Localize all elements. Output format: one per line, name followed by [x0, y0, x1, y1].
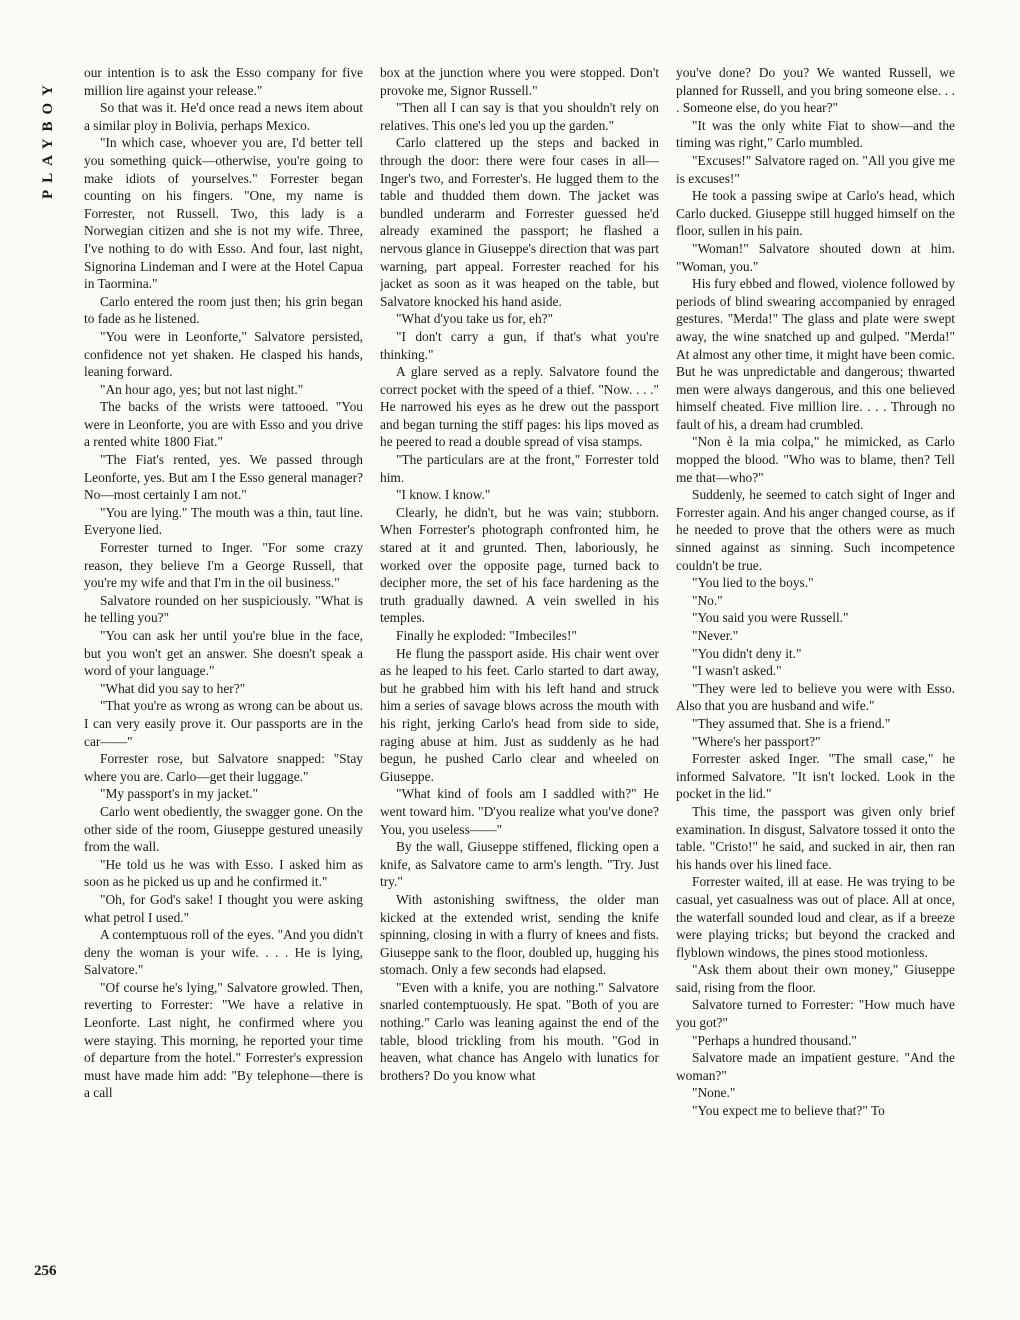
- text-column-3: [676, 64, 955, 1296]
- paragraph: "The particulars are at the front," Forrester told him.: [380, 452, 659, 485]
- paragraph: "Then all I can say is that you shouldn't rely on relatives. This one's led you up the garden.": [380, 100, 659, 133]
- paragraph: Salvatore rounded on her suspiciously. "What is he telling you?": [84, 592, 363, 626]
- paragraph: "You were in Leonforte," Salvatore persisted, confidence not yet shaken. He clasped his hands, leaning forward.: [84, 328, 363, 380]
- paragraph: "You didn't deny it.": [692, 645, 802, 661]
- paragraph: Finally he exploded: "Imbeciles!": [396, 628, 577, 643]
- paragraph: "What did you say to her?": [100, 680, 246, 696]
- paragraph: "They were led to believe you were with Esso. Also that you are husband and wife.": [676, 680, 955, 714]
- paragraph: A contemptuous roll of the eyes. "And you didn't deny the woman is your wife. . . . He is lying, Salvatore.": [84, 927, 363, 978]
- paragraph: "Of course he's lying," Salvatore growled. Then, reverting to Forrester: "We have a relative in Leonforte. Last night, he confirmed where you were staying. This morning, he reported your time of departure from the hotel." Forrester's expression must have made him add: "By telephone—there is a call: [84, 979, 363, 1101]
- paragraph: "Never.": [692, 628, 739, 643]
- paragraph: This time, the passport was given only brief examination. In disgust, Salvatore tossed it onto the table. "Cristo!" he said, and sucked in air, then ran his hands over his lined face.: [676, 803, 955, 872]
- text-column-1: [84, 64, 363, 1296]
- paragraph: "Perhaps a hundred thousand.": [692, 1032, 857, 1048]
- paragraph: "You can ask her until you're blue in the face, but you won't get an answer. She doesn't speak a word of your language.": [84, 628, 363, 679]
- paragraph: "Where's her passport?": [692, 733, 821, 749]
- paragraph: "Excuses!" Salvatore raged on. "All you give me is excuses!": [676, 152, 955, 186]
- page-number: 256: [34, 1263, 57, 1279]
- magazine-folio: PLAYBOY: [40, 78, 56, 200]
- paragraph: "What kind of fools am I saddled with?" He went toward him. "D'you realize what you've done? You, you useless——": [380, 786, 659, 837]
- paragraph: "Oh, for God's sake! I thought you were asking what petrol I used.": [84, 891, 363, 925]
- paragraph: "Woman!" Salvatore shouted down at him. "Woman, you.": [676, 240, 955, 274]
- paragraph: "What d'you take us for, eh?": [396, 311, 554, 327]
- paragraph: Forrester rose, but Salvatore snapped: "Stay where you are. Carlo—get their luggage.": [84, 751, 363, 784]
- paragraph: "I know. I know.": [396, 487, 491, 503]
- paragraph: Suddenly, he seemed to catch sight of Inger and Forrester again. And his anger changed course, as if he needed to prove that the others were as much sinned against as sinning. Such incompetence couldn't be true.: [676, 487, 955, 573]
- paragraph: Carlo entered the room just then; his grin began to fade as he listened.: [84, 293, 363, 327]
- paragraph: "I wasn't asked.": [692, 663, 782, 679]
- paragraph: "You are lying." The mouth was a thin, taut line. Everyone lied.: [84, 504, 363, 538]
- paragraph: "An hour ago, yes; but not last night.": [100, 381, 304, 397]
- text-column-2: [380, 64, 659, 1296]
- paragraph: "My passport's in my jacket.": [100, 786, 259, 802]
- paragraph: "None.": [692, 1085, 736, 1101]
- paragraph: Forrester asked Inger. "The small case," he informed Salvatore. "It isn't locked. Look in the pocket in the lid.": [676, 751, 955, 802]
- paragraph: By the wall, Giuseppe stiffened, flicking open a knife, as Salvatore came to arm's length. "Try. Just try.": [380, 839, 659, 890]
- paragraph: Forrester waited, ill at ease. He was trying to be casual, yet casualness was out of place. All at once, the waterfall sounded loud and clear, as if a breeze were playing tricks; but beyond the cracked and flyblown windows, the pines stood motionless.: [676, 874, 955, 960]
- paragraph: "Even with a knife, you are nothing." Salvatore snarled contemptuously. He spat. "Both of you are nothing." Carlo was leaning against the end of the table, blood trickling from his mouth. "God in heaven, what chance has Angelo with lunatics for brothers? Do you know what: [380, 979, 659, 1083]
- paragraph: His fury ebbed and flowed, violence followed by periods of blind swearing accompanied by enraged gestures. "Merda!" The glass and plate were swept away, the wine snatched up and gulped. "Merda!" At almost any other time, it might have been comic. But he was unpredictable and dangerous; thwarted men were always dangerous, and this one believed himself cheated. Five million lire. . . . Through no fault of his, a dream had crumbled.: [676, 276, 955, 432]
- paragraph: "Ask them about their own money," Giuseppe said, rising from the floor.: [676, 962, 955, 995]
- paragraph: "In which case, whoever you are, I'd better tell you something quick—otherwise, you're going to make idiots of yourselves." Forrester began counting on his fingers. "One, my name is Forrester, not Russell. Two, this lady is a Norwegian citizen and she is not my wife. Three, I've nothing to do with Esso. And four, last night, Signorina Lindeman and I were at the Hotel Capua in Taormina.": [84, 135, 363, 292]
- paragraph: box at the junction where you were stopped. Don't provoke me, Signor Russell.": [380, 65, 659, 98]
- paragraph: With astonishing swiftness, the older man kicked at the extended wrist, sending the knife spinning, closing in with a flurry of knees and fists. Giuseppe sank to the floor, doubled up, hugging his stomach. Only a few seconds had elapsed.: [380, 891, 659, 978]
- paragraph: A glare served as a reply. Salvatore found the correct pocket with the speed of a thief. "Now. . . ." He narrowed his eyes as he drew out the passport and began turning the stiff pages: his lips moved as he peered to read a double spread of visa stamps.: [380, 364, 659, 450]
- paragraph: The backs of the wrists were tattooed. "You were in Leonforte, you are with Esso and you drive a rented white 1800 Fiat.": [84, 399, 363, 450]
- paragraph: "Non è la mia colpa," he mimicked, as Carlo mopped the blood. "Who was to blame, then? Tell me that—who?": [676, 434, 955, 485]
- paragraph: Salvatore turned to Forrester: "How much have you got?": [676, 997, 955, 1031]
- paragraph: Clearly, he didn't, but he was vain; stubborn. When Forrester's photograph confronted him, he stared at it and grunted. Then, laboriously, he worked over the opposite page, turned back to decipher more, the set of his face hardening as the truth gradually dawned. A vein swelled in his temples.: [380, 504, 659, 626]
- paragraph: "He told us he was with Esso. I asked him as soon as he picked us up and he confirmed it.": [84, 856, 363, 890]
- paragraph: He took a passing swipe at Carlo's head, which Carlo ducked. Giuseppe still hugged himself on the floor, sullen in his pain.: [676, 188, 955, 239]
- paragraph: "I don't carry a gun, if that's what you're thinking.": [380, 328, 659, 362]
- paragraph: "It was the only white Fiat to show—and the timing was right," Carlo mumbled.: [676, 117, 955, 151]
- paragraph: He flung the passport aside. His chair went over as he leaped to his feet. Carlo started to dart away, but he grabbed him with his left hand and struck him a series of savage blows across the mouth with his right, jerking Carlo's head from side to side, raging abuse at him. Just as suddenly as he had begun, he pushed Carlo clear and wheeled on Giuseppe.: [380, 645, 659, 784]
- paragraph: Forrester turned to Inger. "For some crazy reason, they believe I'm a George Russell, that you're my wife and that I'm in the oil business.": [84, 540, 363, 591]
- paragraph: Carlo went obediently, the swagger gone. On the other side of the room, Giuseppe gestured uneasily from the wall.: [84, 803, 363, 855]
- paragraph: "That you're as wrong as wrong can be about us. I can very easily prove it. Our passports are in the car——": [84, 698, 363, 749]
- paragraph: "You said you were Russell.": [692, 610, 849, 626]
- paragraph: Salvatore made an impatient gesture. "And the woman?": [676, 1050, 955, 1083]
- paragraph: "You expect me to believe that?" To: [692, 1103, 885, 1119]
- paragraph: So that was it. He'd once read a news item about a similar ploy in Bolivia, perhaps Mexico.: [84, 100, 363, 133]
- paragraph: "You lied to the boys.": [692, 575, 814, 591]
- paragraph: "The Fiat's rented, yes. We passed through Leonforte, yes. But am I the Esso general manager? No—most certainly I am not.": [84, 452, 363, 503]
- paragraph: you've done? Do you? We wanted Russell, we planned for Russell, and you bring someone else. . . . Someone else, do you hear?": [676, 65, 955, 116]
- paragraph: Carlo clattered up the steps and backed in through the door: there were four cases in all—Inger's two, and Forrester's. He lugged them to the table and thudded them down. The jacket was bundled underarm and Forrester guessed he'd already examined the passport; he flashed a nervous glance in Giuseppe's direction that was part warning, part appeal. Forrester reached for his jacket as soon as it was heaped on the table, but Salvatore knocked his hand aside.: [380, 135, 659, 309]
- paragraph: "They assumed that. She is a friend.": [692, 715, 891, 731]
- paragraph: "No.": [692, 592, 723, 608]
- article-body: [84, 64, 956, 1296]
- paragraph: our intention is to ask the Esso company for five million lire against your release.": [84, 65, 363, 98]
